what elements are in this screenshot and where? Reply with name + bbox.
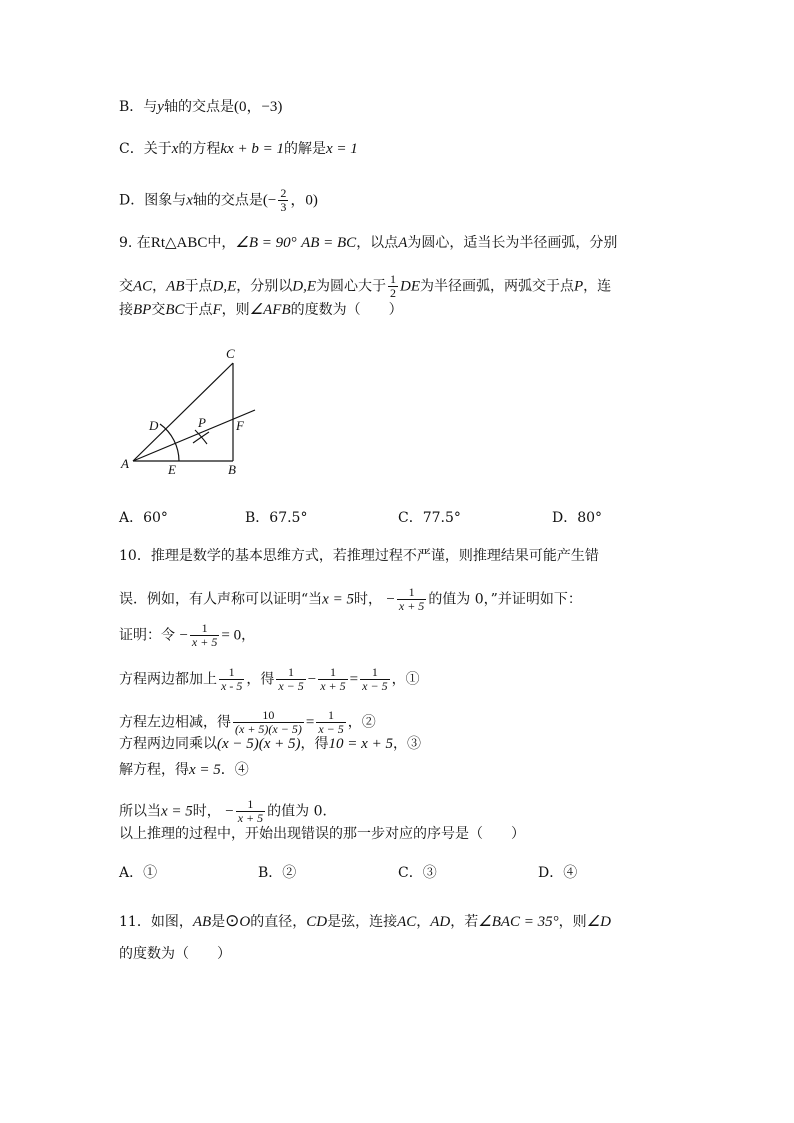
q8-b-value: (0，−3) [233,99,283,115]
q9-line-2: 交AC，AB于点D,E，分别以D,E为圆心大于 $\frac{1}{2}$ DE为半径画弧，两弧交于点P，连 [119,272,612,300]
q10-line-5: 方程左边相减，得 $\frac{10}{(x + 5)(x - 5)}$ = $\frac{1}{x - 5}$ ，② [119,708,376,736]
label-a: A [121,456,129,471]
q10-option-b: B．② [258,865,297,881]
q10-line-3: 证明：令 − $\frac{1}{x + 5}$ = 0， [119,621,256,649]
arc-cross-2 [193,432,209,443]
q8-option-d [119,187,318,214]
q8-d-fraction: $\frac{2}{3}$ [280,186,287,214]
q9-angle-b: ∠B = 90° [235,235,297,251]
q8-c-mid: 的方程 [178,141,221,157]
q9-ab-eq-bc: AB = BC [301,235,357,251]
label-e: E [168,462,176,477]
q8-d-value-post: ，0) [290,192,318,209]
q8-b-mid: 轴的交点是 [163,99,234,115]
q10-line-8: 所以当x = 5时， − $\frac{1}{x + 5}$ 的值为 0． [119,797,337,825]
q9-option-d: D．80° [552,510,603,526]
q9-option-c: C．77.5° [398,510,461,526]
label-b: B [228,462,236,477]
q10-option-c: C．③ [398,865,437,881]
q11-line-2: 的度数为（ ） [119,946,231,962]
label-c: C [226,346,235,361]
q9-line-1: 9. 在Rt△ABC中，∠B = 90° AB = BC，以点A为圆心，适当长为半径画弧，分别 [119,235,618,251]
q8-option-c [119,139,358,159]
q9-option-b: B．67.5° [245,510,308,526]
q9-line-3: 接BP交BC于点F，则∠AFB的度数为（ ） [119,302,403,318]
q10-option-a: A．① [119,865,158,881]
q8-c-text: C．关于 [119,141,172,157]
q9-triangle: Rt△ABC [150,235,208,251]
q11-line-1: 11．如图，AB是⊙O的直径，CD是弦，连接AC，AD，若∠BAC = 35°，则∠D [119,911,611,930]
q8-option-b [119,97,282,117]
circle-symbol: ⊙ [225,911,240,930]
q8-d-mid: 轴的交点是 [192,192,263,209]
q8-b-var: y [157,99,164,115]
q8-d-text: D．图象与 [119,192,187,209]
q8-b-text: B．与 [119,99,158,115]
q8-c-solution: x = 1 [325,141,358,157]
q10-line-6: 方程两边同乘以(x − 5)(x + 5)，得10 = x + 5，③ [119,736,421,752]
q10-line-4: 方程两边都加上 $\frac{1}{x - 5}$ ，得 $\frac{1}{x - 5}$ − $\frac{1}{x + 5}$ = $\frac{1}{x - 5}$ ，① [119,665,420,693]
q8-c-suffix: 的解是 [283,141,326,157]
q8-d-var: x [186,192,193,209]
label-f: F [236,418,244,433]
q10-line-9: 以上推理的过程中，开始出现错误的那一步对应的序号是（ ） [119,826,525,842]
segment-ac [133,363,233,461]
label-p: P [198,415,206,430]
q9-half-fraction: $\frac{1}{2}$ [390,272,396,300]
q8-d-value-pre: (− [262,192,277,209]
q8-c-equation: kx + b = 1 [220,141,284,157]
q10-line-7: 解方程，得x = 5．④ [119,762,249,778]
q10-line-1: 10．推理是数学的基本思维方式，若推理过程不严谨，则推理结果可能产生错 [119,548,599,564]
label-d: D [149,418,159,433]
q10-option-d: D．④ [538,865,578,881]
q10-line-2: 误．例如，有人声称可以证明“当x = 5时， − $\frac{1}{x + 5}$ 的值为 0，”并证明如下： [119,585,582,613]
q9-option-a: A．60° [119,510,168,526]
q9-geometry-figure [115,340,275,480]
q8-c-var: x [171,141,179,157]
